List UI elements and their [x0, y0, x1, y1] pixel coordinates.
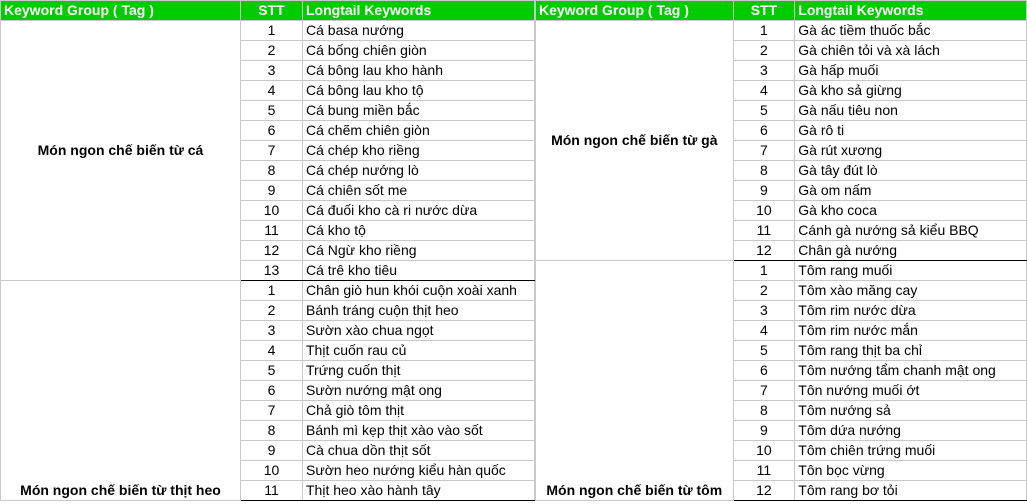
stt-cell[interactable]: 3 — [733, 61, 795, 81]
stt-cell[interactable]: 3 — [241, 61, 303, 81]
stt-cell[interactable]: 9 — [733, 421, 795, 441]
keyword-cell[interactable]: Chả giò tôm thịt — [303, 401, 535, 421]
keyword-cell[interactable]: Tôm xào măng cay — [795, 281, 1027, 301]
stt-cell[interactable]: 1 — [241, 21, 303, 41]
stt-cell[interactable]: 5 — [241, 101, 303, 121]
header-stt[interactable]: STT — [733, 1, 795, 21]
keyword-cell[interactable]: Cá kho tộ — [303, 221, 535, 241]
keyword-cell[interactable]: Tôm rang bơ tỏi — [795, 481, 1027, 501]
keyword-cell[interactable]: Cá bông lau kho tộ — [303, 81, 535, 101]
stt-cell[interactable]: 10 — [241, 461, 303, 481]
keyword-cell[interactable]: Gà rô ti — [795, 121, 1027, 141]
stt-cell[interactable]: 10 — [241, 201, 303, 221]
keyword-cell[interactable]: Cá bung miền bắc — [303, 101, 535, 121]
keyword-cell[interactable]: Tôm dứa nướng — [795, 421, 1027, 441]
header-keywords[interactable]: Longtail Keywords — [795, 1, 1027, 21]
keyword-cell[interactable]: Tôm nướng tẩm chanh mật ong — [795, 361, 1027, 381]
stt-cell[interactable]: 2 — [733, 281, 795, 301]
stt-cell[interactable]: 2 — [241, 301, 303, 321]
keyword-cell[interactable]: Tôn bọc vừng — [795, 461, 1027, 481]
keyword-cell[interactable]: Cá chẽm chiên giòn — [303, 121, 535, 141]
stt-cell[interactable]: 8 — [733, 401, 795, 421]
stt-cell[interactable]: 6 — [241, 381, 303, 401]
keyword-cell[interactable]: Cà chua dồn thịt sốt — [303, 441, 535, 461]
table-row — [536, 261, 1027, 281]
keyword-cell[interactable]: Tôm rang thịt ba chỉ — [795, 341, 1027, 361]
stt-cell[interactable]: 9 — [241, 441, 303, 461]
stt-cell[interactable]: 6 — [733, 121, 795, 141]
table-row — [536, 21, 1027, 41]
group-name-cell[interactable]: Món ngon chế biến từ cá — [1, 21, 241, 281]
group-name-cell[interactable]: Món ngon chế biến từ gà — [536, 21, 734, 261]
stt-cell[interactable]: 4 — [733, 81, 795, 101]
table-row — [1, 21, 535, 41]
stt-cell[interactable]: 12 — [733, 241, 795, 261]
stt-cell[interactable]: 1 — [241, 281, 303, 301]
stt-cell[interactable]: 9 — [733, 181, 795, 201]
stt-cell[interactable]: 7 — [241, 401, 303, 421]
header-keywords[interactable]: Longtail Keywords — [303, 1, 535, 21]
keyword-cell[interactable]: Sườn heo nướng kiểu hàn quốc — [303, 461, 535, 481]
keyword-cell[interactable]: Chân giò hun khói cuộn xoài xanh — [303, 281, 535, 301]
stt-cell[interactable]: 5 — [733, 101, 795, 121]
stt-cell[interactable]: 2 — [733, 41, 795, 61]
stt-cell[interactable]: 5 — [733, 341, 795, 361]
keyword-cell[interactable]: Cá chép nướng lò — [303, 161, 535, 181]
keyword-cell[interactable]: Cá Ngừ kho riềng — [303, 241, 535, 261]
stt-cell[interactable]: 10 — [733, 441, 795, 461]
stt-cell[interactable]: 3 — [733, 301, 795, 321]
stt-cell[interactable]: 4 — [241, 81, 303, 101]
stt-cell[interactable]: 7 — [733, 381, 795, 401]
header-group[interactable]: Keyword Group ( Tag ) — [1, 1, 241, 21]
stt-cell[interactable]: 11 — [241, 221, 303, 241]
keyword-cell[interactable]: Tôm rim nước mắn — [795, 321, 1027, 341]
keyword-cell[interactable]: Cá bông lau kho hành — [303, 61, 535, 81]
keyword-cell[interactable]: Cá trê kho tiêu — [303, 261, 535, 281]
keyword-cell[interactable]: Cá chép kho riềng — [303, 141, 535, 161]
group-name-cell[interactable]: Món ngon chế biến từ thịt heo — [1, 281, 241, 501]
group-name-cell[interactable]: Món ngon chế biến từ tôm — [536, 261, 734, 501]
right-keyword-table — [535, 0, 1027, 501]
stt-cell[interactable]: 2 — [241, 41, 303, 61]
stt-cell[interactable]: 7 — [733, 141, 795, 161]
stt-cell[interactable]: 8 — [241, 161, 303, 181]
stt-cell[interactable]: 1 — [733, 261, 795, 281]
keyword-cell[interactable]: Tôm rang muối — [795, 261, 1027, 281]
stt-cell[interactable]: 6 — [733, 361, 795, 381]
header-group[interactable]: Keyword Group ( Tag ) — [536, 1, 734, 21]
table-row — [1, 281, 535, 301]
stt-cell[interactable]: 11 — [241, 481, 303, 501]
stt-cell[interactable]: 10 — [733, 201, 795, 221]
keyword-cell[interactable]: Gà nấu tiêu non — [795, 101, 1027, 121]
stt-cell[interactable]: 12 — [733, 481, 795, 501]
keyword-cell[interactable]: Cá chiên sốt me — [303, 181, 535, 201]
keyword-cell[interactable]: Gà ác tiềm thuốc bắc — [795, 21, 1027, 41]
keyword-cell[interactable]: Sườn xào chua ngọt — [303, 321, 535, 341]
stt-cell[interactable]: 4 — [241, 341, 303, 361]
right-table-body — [536, 21, 1027, 501]
stt-cell[interactable]: 8 — [733, 161, 795, 181]
keyword-cell[interactable]: Gà om nấm — [795, 181, 1027, 201]
keyword-cell[interactable]: Sườn nướng mật ong — [303, 381, 535, 401]
keyword-cell[interactable]: Gà tây đút lò — [795, 161, 1027, 181]
keyword-cell[interactable]: Gà kho coca — [795, 201, 1027, 221]
keyword-cell[interactable]: Chân gà nướng — [795, 241, 1027, 261]
stt-cell[interactable]: 13 — [241, 261, 303, 281]
keyword-cell[interactable]: Gà hấp muối — [795, 61, 1027, 81]
keyword-cell[interactable]: Bánh tráng cuộn thịt heo — [303, 301, 535, 321]
keyword-cell[interactable]: Cá bống chiên giòn — [303, 41, 535, 61]
stt-cell[interactable]: 4 — [733, 321, 795, 341]
keyword-cell[interactable]: Gà rút xương — [795, 141, 1027, 161]
keyword-cell[interactable]: Tôm rim nước dừa — [795, 301, 1027, 321]
stt-cell[interactable]: 12 — [241, 241, 303, 261]
stt-cell[interactable]: 3 — [241, 321, 303, 341]
stt-cell[interactable]: 9 — [241, 181, 303, 201]
keyword-cell[interactable]: Cá basa nướng — [303, 21, 535, 41]
left-table-body — [1, 21, 535, 501]
keyword-cell[interactable]: Tôm nướng sả — [795, 401, 1027, 421]
keyword-cell[interactable]: Gà chiên tỏi và xà lách — [795, 41, 1027, 61]
stt-cell[interactable]: 6 — [241, 121, 303, 141]
stt-cell[interactable]: 11 — [733, 221, 795, 241]
stt-cell[interactable]: 11 — [733, 461, 795, 481]
keyword-cell[interactable]: Trứng cuốn thịt — [303, 361, 535, 381]
keyword-cell[interactable]: Tôm chiên trứng muối — [795, 441, 1027, 461]
keyword-cell[interactable]: Tôn nướng muối ớt — [795, 381, 1027, 401]
keyword-cell[interactable]: Thịt cuốn rau củ — [303, 341, 535, 361]
keyword-cell[interactable]: Bánh mì kẹp thịt xào vào sốt — [303, 421, 535, 441]
stt-cell[interactable]: 5 — [241, 361, 303, 381]
keyword-cell[interactable]: Cá đuối kho cà ri nước dừa — [303, 201, 535, 221]
keyword-cell[interactable]: Gà kho sả giừng — [795, 81, 1027, 101]
stt-cell[interactable]: 8 — [241, 421, 303, 441]
header-stt[interactable]: STT — [241, 1, 303, 21]
stt-cell[interactable]: 7 — [241, 141, 303, 161]
keyword-cell[interactable]: Thịt heo xào hành tây — [303, 481, 535, 501]
keyword-cell[interactable]: Cánh gà nướng sả kiểu BBQ — [795, 221, 1027, 241]
stt-cell[interactable]: 1 — [733, 21, 795, 41]
